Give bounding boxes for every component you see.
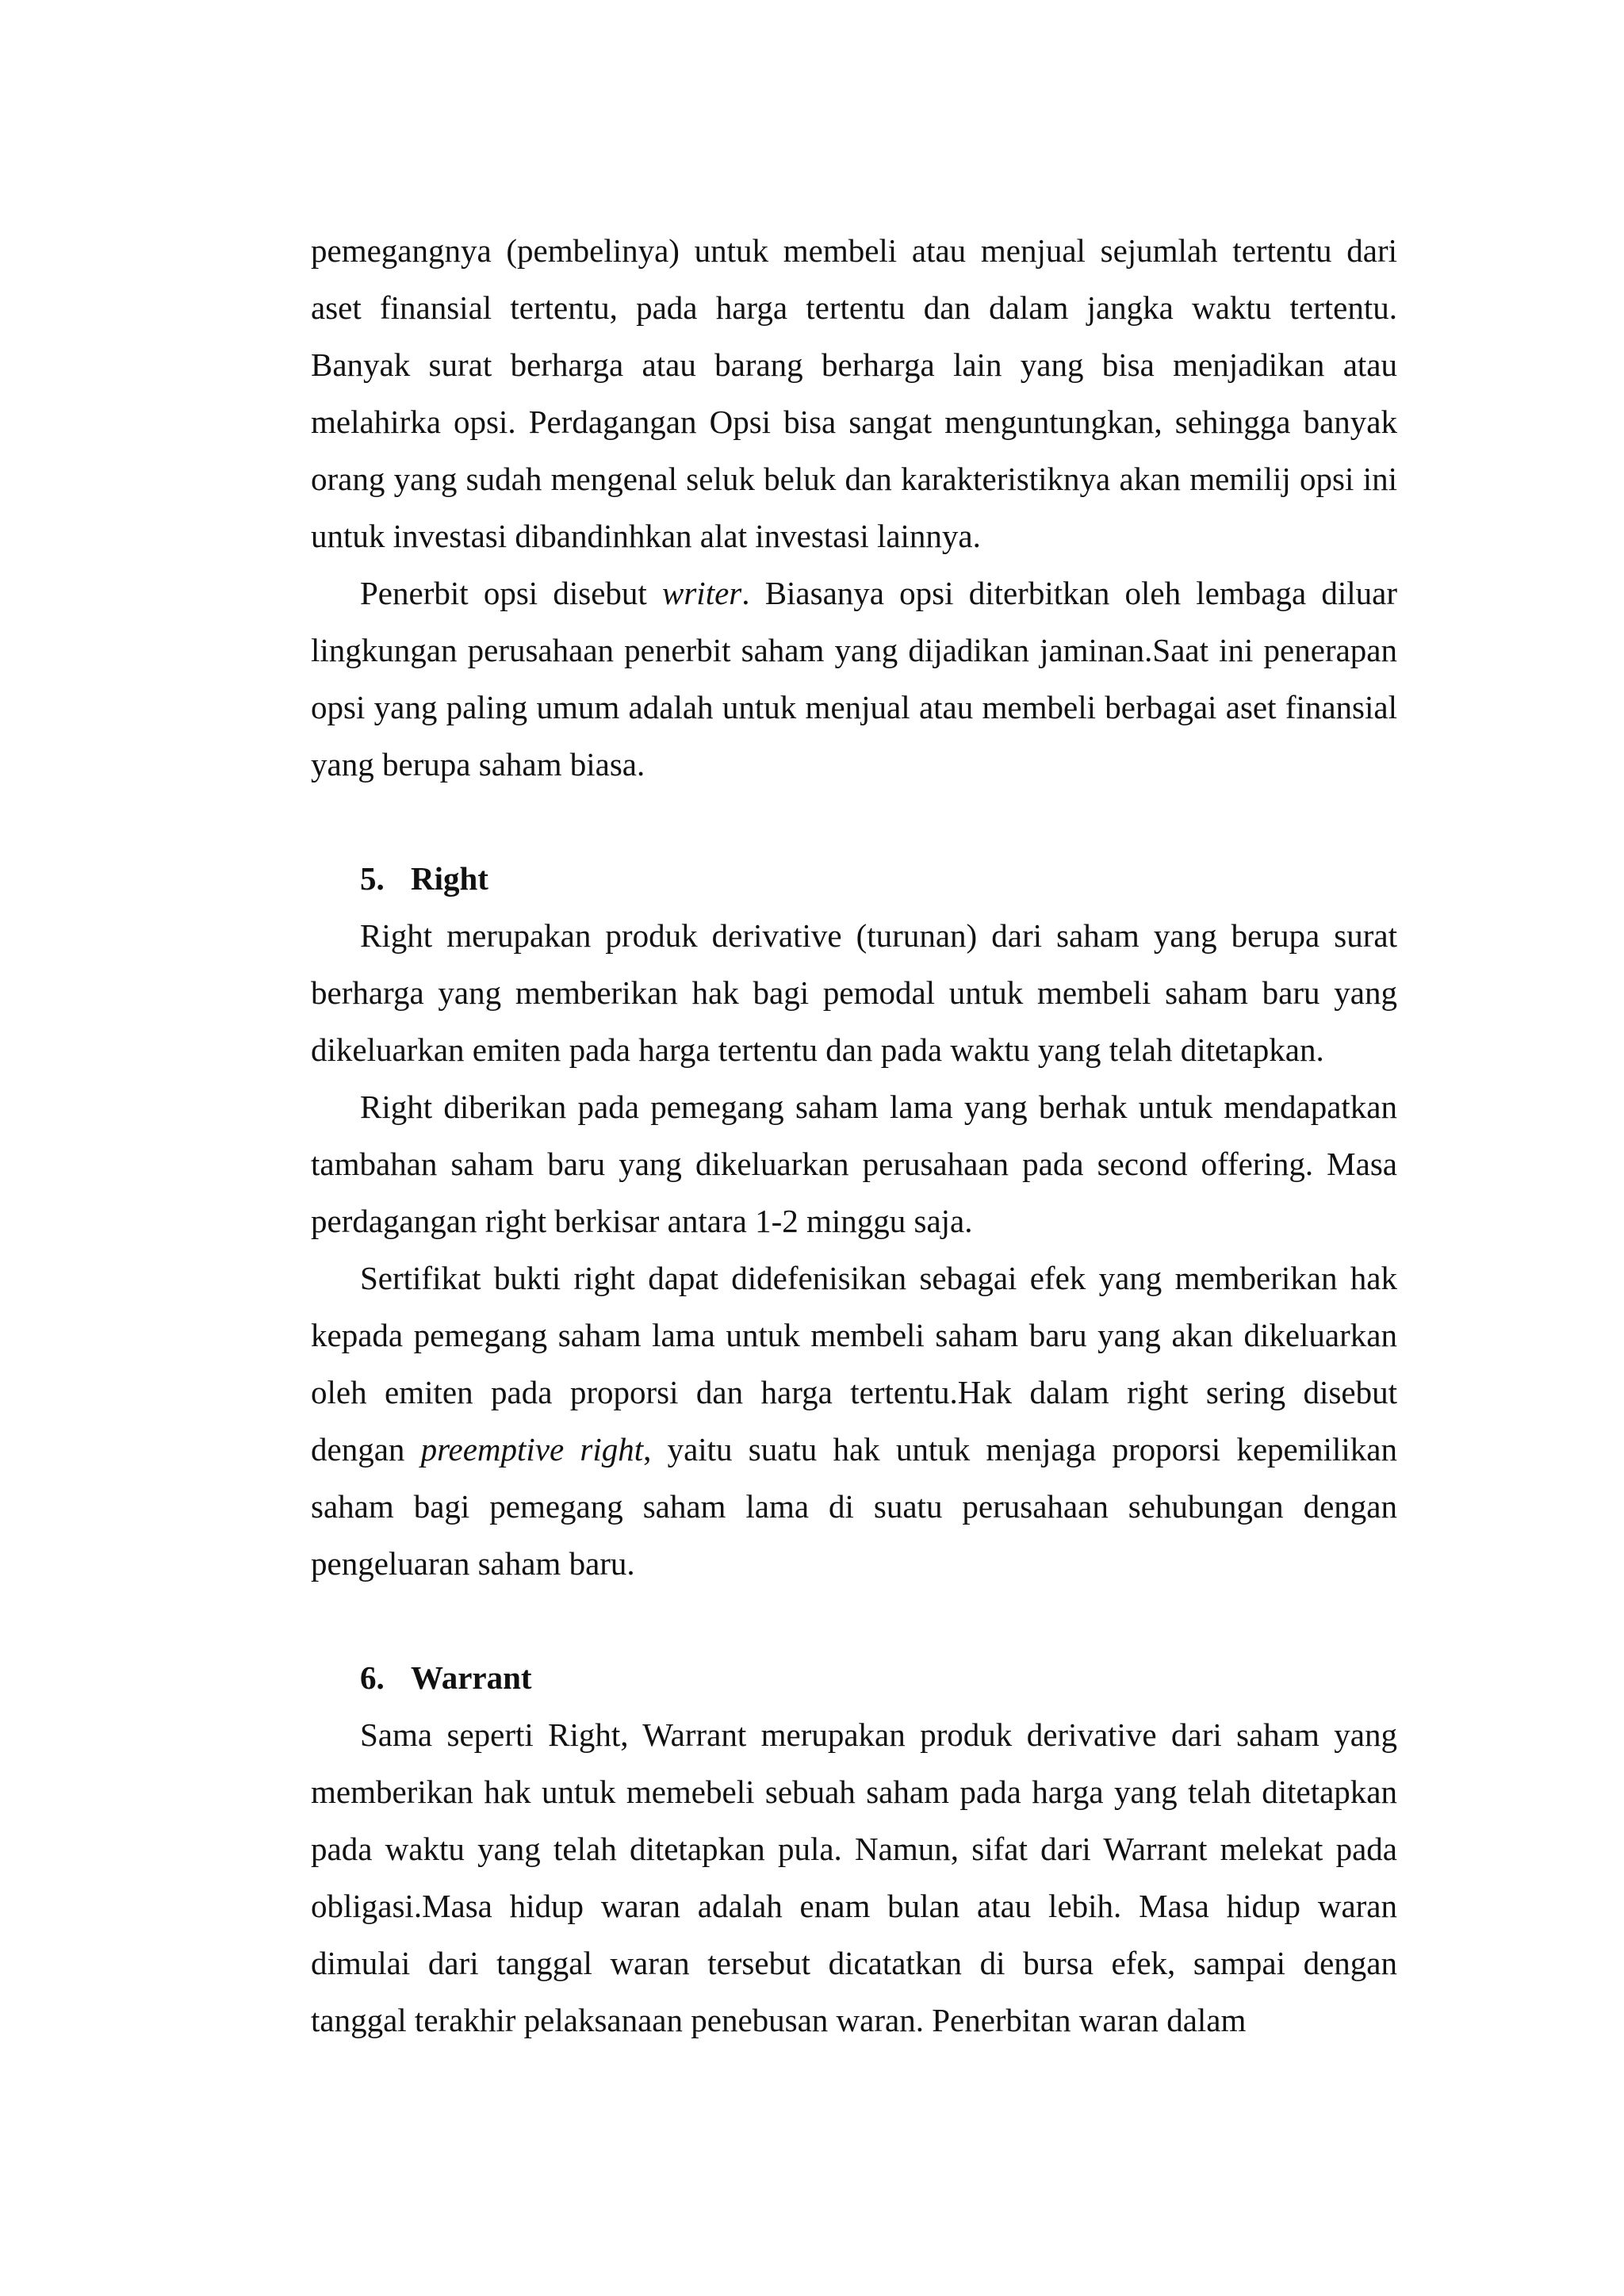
warrant-section-title: Warrant: [411, 1659, 532, 1696]
opsi-paragraph-2-text-a: Penerbit opsi disebut: [360, 575, 662, 611]
right-section-title: Right: [411, 860, 488, 897]
right-paragraph-2: Right diberikan pada pemegang saham lama yang berhak untuk mendapatkan tambahan saham baru yang dikeluarkan perusahaan pada second offering. Masa perdagangan right berkisar antara 1-2 minggu saja.: [311, 1089, 1397, 1239]
opsi-paragraph-1: [311, 222, 1397, 564]
section-gap: [311, 793, 1397, 850]
right-paragraph-3-italic-term: preemptive right: [420, 1431, 644, 1468]
right-section-number: 5.: [360, 860, 385, 897]
right-section-heading: [311, 850, 1397, 907]
section-gap: [311, 1592, 1397, 1649]
right-paragraph-3-text-b: , yaitu suatu hak untuk menjaga proporsi kepemilikan saham bagi pemegang saham lama di suatu perusahaan sehubungan dengan pengeluaran saham baru.: [311, 1431, 1397, 1582]
right-paragraph-3-text-a: Sertifikat bukti right dapat didefenisikan sebagai efek yang memberikan hak kepada pemegang saham lama untuk membeli saham baru yang akan dikeluarkan oleh emiten pada proporsi dan harga tertentu.Hak dalam right sering disebut dengan: [311, 1260, 1397, 1468]
right-paragraph-3: [311, 1249, 1397, 1592]
warrant-paragraph-1: Sama seperti Right, Warrant merupakan produk derivative dari saham yang memberikan hak untuk memebeli sebuah saham pada harga yang telah ditetapkan pada waktu yang telah ditetapkan pula. Namun, sifat dari Warrant melekat pada obligasi.Masa hidup waran adalah enam bulan atau lebih. Masa hidup waran dimulai dari tanggal waran tersebut dicatatkan di bursa efek, sampai dengan tanggal terakhir pelaksanaan penebusan waran. Penerbitan waran dalam: [311, 1716, 1397, 2038]
opsi-paragraph-2: [311, 564, 1397, 793]
opsi-paragraph-2-text-b: . Biasanya opsi diterbitkan oleh lembaga diluar lingkungan perusahaan penerbit saham yang dijadikan jaminan.Saat ini penerapan opsi yang paling umum adalah untuk menjual atau membeli berbagai aset finansial yang berupa saham biasa.: [311, 575, 1397, 783]
document-page: [311, 222, 1397, 2049]
opsi-paragraph-2-italic-term: writer: [662, 575, 742, 611]
warrant-section-heading: [311, 1649, 1397, 1706]
opsi-paragraph-1-text: pemegangnya (pembelinya) untuk membeli atau menjual sejumlah tertentu dari aset finansial tertentu, pada harga tertentu dan dalam jangka waktu tertentu. Banyak surat berharga atau barang berharga lain yang bisa menjadikan atau melahirka opsi. Perdagangan Opsi bisa sangat menguntungkan, sehingga banyak orang yang sudah mengenal seluk beluk dan karakteristiknya akan memilij opsi ini untuk investasi dibandinhkan alat investasi lainnya.: [311, 232, 1397, 554]
right-paragraph-1: Right merupakan produk derivative (turunan) dari saham yang berupa surat berharga yang memberikan hak bagi pemodal untuk membeli saham baru yang dikeluarkan emiten pada harga tertentu dan pada waktu yang telah ditetapkan.: [311, 917, 1397, 1068]
warrant-section-number: 6.: [360, 1659, 385, 1696]
